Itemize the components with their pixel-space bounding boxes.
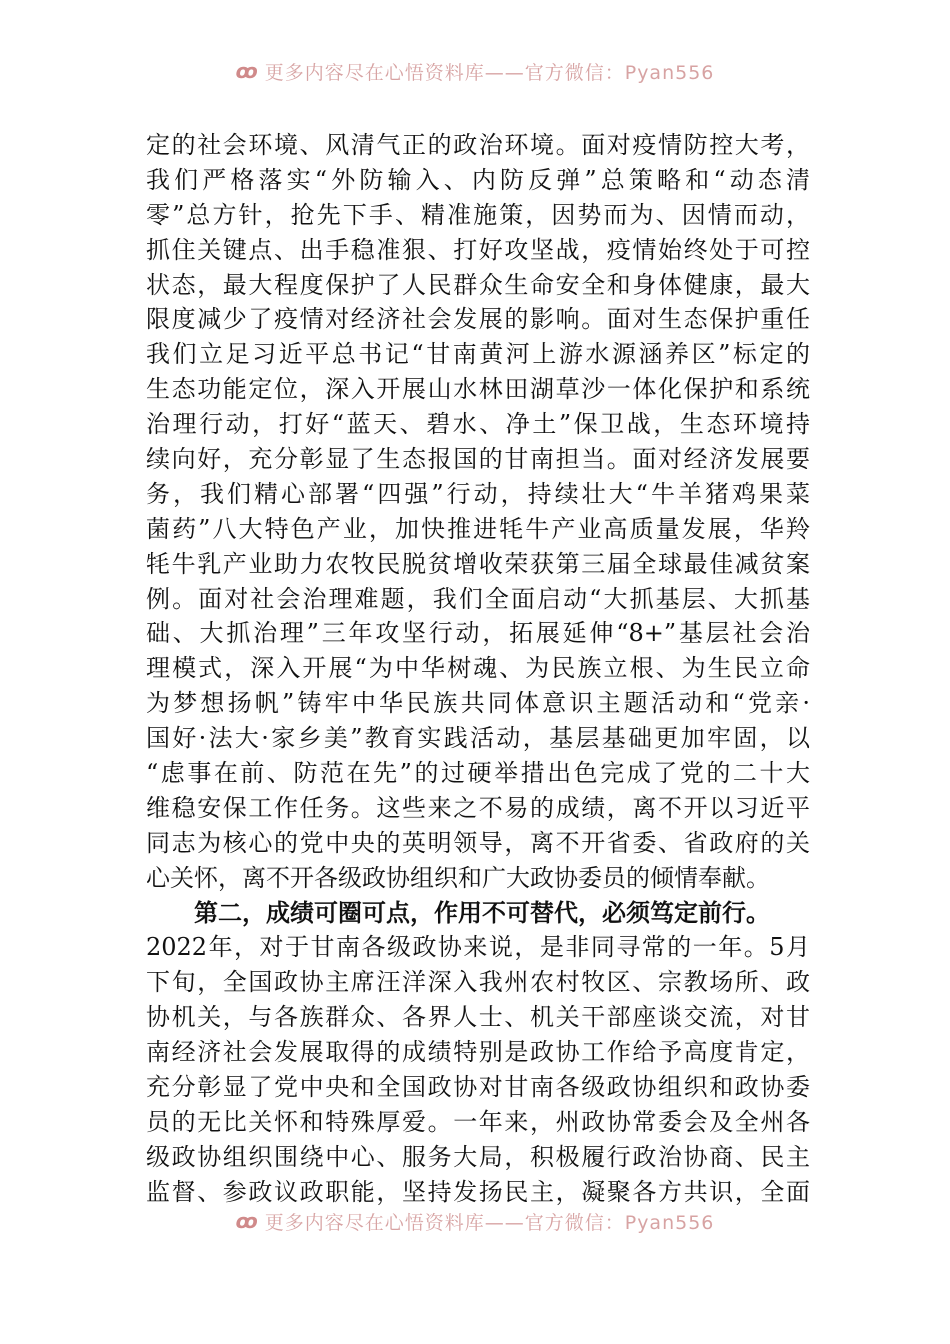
text-line: 我们立足习近平总书记“甘南黄河上游水源涵养区”标定的 (146, 340, 810, 369)
text-line: 员的无比关怀和特殊厚爱。一年来，州政协常委会及全州各 (146, 1107, 810, 1136)
text-line: 例。面对社会治理难题，我们全面启动“大抓基层、大抓基 (146, 584, 810, 613)
text-line: 续向好，充分彰显了生态报国的甘南担当。面对经济发展要 (146, 445, 810, 474)
section-heading: 第二，成绩可圈可点，作用不可替代，必须笃定前行。 (194, 897, 770, 927)
text-line: 菌药”八大特色产业，加快推进牦牛产业高质量发展，华羚 (146, 514, 810, 543)
text-line: 南经济社会发展取得的成绩特别是政协工作给予高度肯定， (146, 1038, 810, 1067)
watermark-logo-icon: ꝏ (235, 1209, 259, 1233)
text-line: 级政协组织围绕中心、服务大局，积极履行政治协商、民主 (146, 1142, 810, 1171)
text-line: 状态，最大程度保护了人民群众生命安全和身体健康，最大 (146, 270, 810, 299)
header-watermark (0, 56, 950, 86)
text-line: 生态功能定位，深入开展山水林田湖草沙一体化保护和系统 (146, 375, 810, 404)
watermark-logo-icon: ꝏ (235, 59, 259, 83)
text-line: 限度减少了疫情对经济社会发展的影响。面对生态保护重任 (146, 305, 810, 334)
text-line: 定的社会环境、风清气正的政治环境。面对疫情防控大考， (146, 131, 810, 159)
text-line: 监督、参政议政职能，坚持发扬民主，凝聚各方共识，全面 (146, 1177, 810, 1206)
text-line: 零”总方针，抢先下手、精准施策，因势而为、因情而动， (146, 200, 810, 229)
text-line: 牦牛乳产业助力农牧民脱贫增收荣获第三届全球最佳减贫案 (146, 549, 810, 578)
watermark-text: 更多内容尽在心悟资料库——官方微信：Pyan556 (264, 1211, 715, 1234)
footer-watermark (0, 1206, 950, 1236)
text-line: 为梦想扬帆”铸牢中华民族共同体意识主题活动和“党亲· (146, 689, 810, 718)
text-line: 同志为核心的党中央的英明领导，离不开省委、省政府的关 (146, 828, 810, 857)
text-line: 治理行动，打好“蓝天、碧水、净土”保卫战，生态环境持 (146, 410, 810, 439)
text-line: 础、大抓治理”三年攻坚行动，拓展延伸“8+”基层社会治 (146, 619, 810, 648)
watermark-text: 更多内容尽在心悟资料库——官方微信：Pyan556 (264, 61, 715, 84)
document-body (146, 128, 810, 1210)
text-line: 下旬，全国政协主席汪洋深入我州农村牧区、宗教场所、政 (146, 968, 810, 997)
text-line: 充分彰显了党中央和全国政协对甘南各级政协组织和政协委 (146, 1073, 810, 1102)
text-line: 2022年，对于甘南各级政协来说，是非同寻常的一年。5月 (146, 933, 810, 962)
text-line: 国好·法大·家乡美”教育实践活动，基层基础更加牢固，以 (146, 724, 810, 753)
text-line: “虑事在前、防范在先”的过硬举措出色完成了党的二十大 (146, 759, 810, 788)
text-line: 抓住关键点、出手稳准狠、打好攻坚战，疫情始终处于可控 (146, 235, 810, 264)
text-line: 协机关，与各族群众、各界人士、机关干部座谈交流，对甘 (146, 1003, 810, 1032)
text-line: 理模式，深入开展“为中华树魂、为民族立根、为生民立命 (146, 654, 810, 683)
text-line: 心关怀，离不开各级政协组织和广大政协委员的倾情奉献。 (146, 863, 770, 892)
text-line: 我们严格落实“外防输入、内防反弹”总策略和“动态清 (146, 165, 810, 194)
text-line: 务，我们精心部署“四强”行动，持续壮大“牛羊猪鸡果菜 (146, 479, 810, 508)
text-line: 维稳安保工作任务。这些来之不易的成绩，离不开以习近平 (146, 793, 810, 822)
